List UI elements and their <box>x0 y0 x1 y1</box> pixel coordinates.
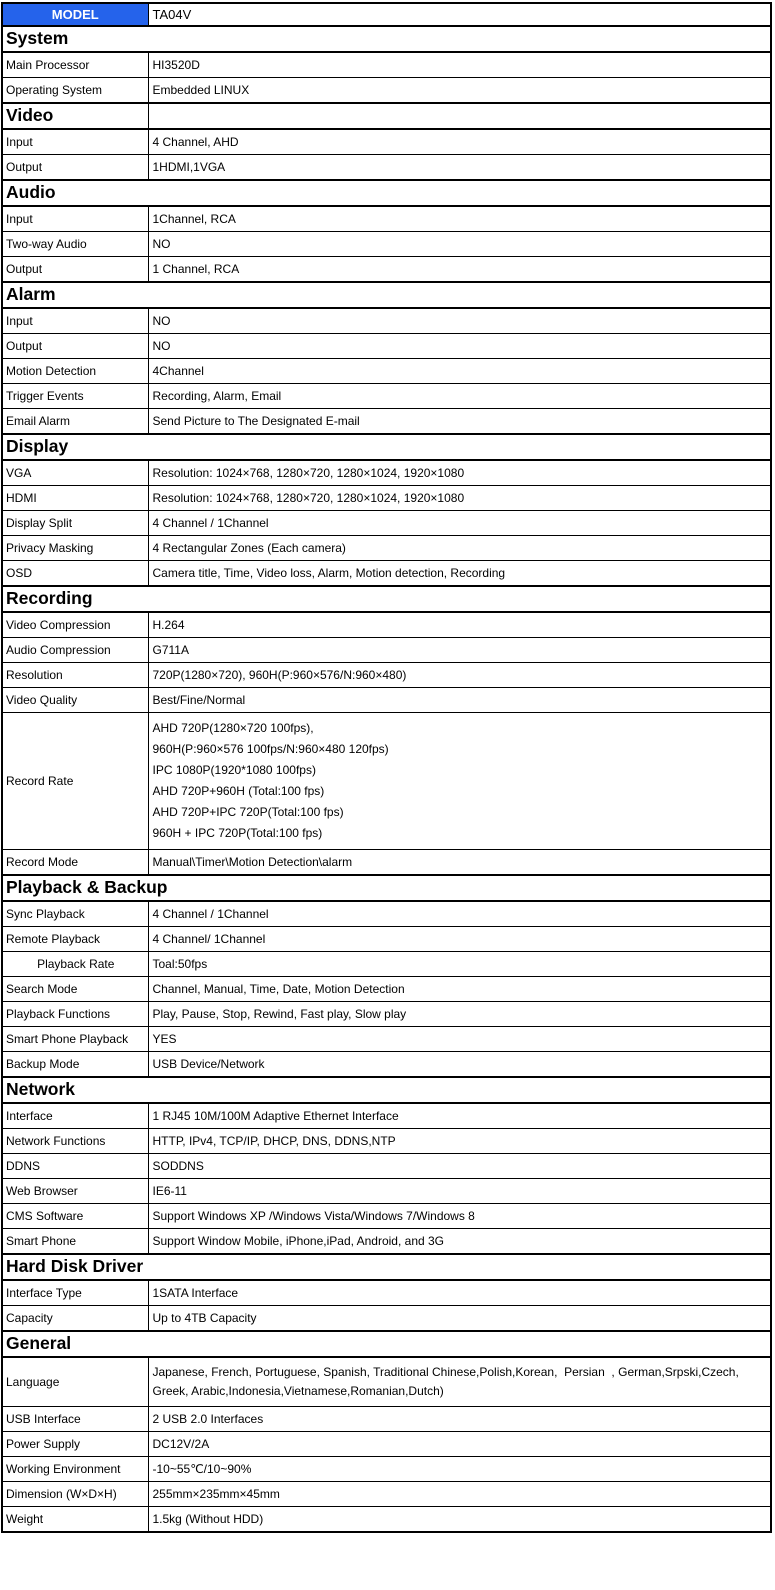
section-title-playback-backup: Playback & Backup <box>2 875 771 901</box>
section-title-hard-disk-driver: Hard Disk Driver <box>2 1254 771 1280</box>
spec-value: Play, Pause, Stop, Rewind, Fast play, Slow play <box>148 1002 771 1027</box>
spec-label: Backup Mode <box>2 1052 148 1078</box>
spec-row-search-mode <box>2 977 771 1002</box>
spec-value: Recording, Alarm, Email <box>148 384 771 409</box>
spec-label: Playback Functions <box>2 1002 148 1027</box>
spec-label: Power Supply <box>2 1432 148 1457</box>
spec-label: Search Mode <box>2 977 148 1002</box>
spec-label: DDNS <box>2 1154 148 1179</box>
section-title-audio: Audio <box>2 180 771 206</box>
spec-value: 255mm×235mm×45mm <box>148 1482 771 1507</box>
section-row-system <box>2 26 771 52</box>
spec-value-line: AHD 720P+960H (Total:100 fps) <box>152 784 325 798</box>
section-title-alarm: Alarm <box>2 282 771 308</box>
spec-label: Capacity <box>2 1306 148 1332</box>
spec-value-line: AHD 720P(1280×720 100fps), <box>152 721 314 735</box>
spec-label: Web Browser <box>2 1179 148 1204</box>
spec-value-line: IPC 1080P(1920*1080 100fps) <box>152 763 316 777</box>
spec-row-record-rate <box>2 713 771 850</box>
spec-value: -10~55℃/10~90% <box>148 1457 771 1482</box>
spec-label: Input <box>2 206 148 232</box>
spec-value: HI3520D <box>148 52 771 78</box>
spec-row-audio-compression <box>2 638 771 663</box>
spec-label: Audio Compression <box>2 638 148 663</box>
spec-row-two-way-audio <box>2 232 771 257</box>
spec-value: 1HDMI,1VGA <box>148 155 771 181</box>
section-title-recording: Recording <box>2 586 771 612</box>
spec-value-line: 960H + IPC 720P(Total:100 fps) <box>152 826 323 840</box>
spec-row-display-split <box>2 511 771 536</box>
spec-row-weight <box>2 1507 771 1533</box>
spec-label: Network Functions <box>2 1129 148 1154</box>
spec-value: 4 Channel / 1Channel <box>148 901 771 927</box>
spec-label: Trigger Events <box>2 384 148 409</box>
spec-row-playback-rate <box>2 952 771 977</box>
section-title-network: Network <box>2 1077 771 1103</box>
spec-row-web-browser <box>2 1179 771 1204</box>
spec-label: CMS Software <box>2 1204 148 1229</box>
spec-label: Motion Detection <box>2 359 148 384</box>
spec-label: Operating System <box>2 78 148 104</box>
spec-row-sync-playback <box>2 901 771 927</box>
spec-value: Resolution: 1024×768, 1280×720, 1280×1024, 1920×1080 <box>148 486 771 511</box>
spec-row-output <box>2 155 771 181</box>
spec-row-output <box>2 334 771 359</box>
spec-value: IE6-11 <box>148 1179 771 1204</box>
spec-value-line: 960H(P:960×576 100fps/N:960×480 120fps) <box>152 742 389 756</box>
spec-label: OSD <box>2 561 148 587</box>
spec-value <box>148 713 771 850</box>
spec-label: Two-way Audio <box>2 232 148 257</box>
spec-value-line: Japanese, French, Portuguese, Spanish, Traditional Chinese,Polish,Korean, Persian , German,Srpski,Czech, <box>152 1365 739 1379</box>
spec-label: Remote Playback <box>2 927 148 952</box>
spec-label: Playback Rate <box>2 952 148 977</box>
spec-row-input <box>2 129 771 155</box>
spec-value: 720P(1280×720), 960H(P:960×576/N:960×480) <box>148 663 771 688</box>
spec-label: Record Rate <box>2 713 148 850</box>
section-row-network <box>2 1077 771 1103</box>
spec-row-interface <box>2 1103 771 1129</box>
spec-label: Interface Type <box>2 1280 148 1306</box>
spec-label: Privacy Masking <box>2 536 148 561</box>
spec-label: Display Split <box>2 511 148 536</box>
spec-row-video-compression <box>2 612 771 638</box>
spec-row-language <box>2 1357 771 1407</box>
spec-value: NO <box>148 308 771 334</box>
spec-value: YES <box>148 1027 771 1052</box>
spec-row-capacity <box>2 1306 771 1332</box>
section-row-playback-backup <box>2 875 771 901</box>
section-row-video <box>2 103 771 129</box>
spec-label: Output <box>2 155 148 181</box>
spec-label: Interface <box>2 1103 148 1129</box>
spec-value: DC12V/2A <box>148 1432 771 1457</box>
spec-value: Embedded LINUX <box>148 78 771 104</box>
spec-row-privacy-masking <box>2 536 771 561</box>
spec-value: NO <box>148 232 771 257</box>
section-row-alarm <box>2 282 771 308</box>
spec-value: NO <box>148 334 771 359</box>
section-row-hard-disk-driver <box>2 1254 771 1280</box>
spec-value: 1Channel, RCA <box>148 206 771 232</box>
spec-row-smart-phone-playback <box>2 1027 771 1052</box>
spec-value: Best/Fine/Normal <box>148 688 771 713</box>
spec-value: 4 Channel / 1Channel <box>148 511 771 536</box>
spec-row-email-alarm <box>2 409 771 435</box>
spec-row-input <box>2 206 771 232</box>
spec-label: Video Compression <box>2 612 148 638</box>
spec-row-playback-functions <box>2 1002 771 1027</box>
spec-row-video-quality <box>2 688 771 713</box>
spec-row-resolution <box>2 663 771 688</box>
spec-label: Smart Phone <box>2 1229 148 1255</box>
spec-label: Email Alarm <box>2 409 148 435</box>
spec-row-interface-type <box>2 1280 771 1306</box>
spec-value: 1SATA Interface <box>148 1280 771 1306</box>
spec-row-network-functions <box>2 1129 771 1154</box>
spec-row-record-mode <box>2 850 771 876</box>
spec-label: Input <box>2 308 148 334</box>
spec-value: Channel, Manual, Time, Date, Motion Detection <box>148 977 771 1002</box>
section-row-display <box>2 434 771 460</box>
section-row-audio <box>2 180 771 206</box>
spec-row-output <box>2 257 771 283</box>
spec-label: Working Environment <box>2 1457 148 1482</box>
spec-row-ddns <box>2 1154 771 1179</box>
spec-label: Video Quality <box>2 688 148 713</box>
spec-table-body <box>2 3 771 1532</box>
spec-row-trigger-events <box>2 384 771 409</box>
spec-value: 2 USB 2.0 Interfaces <box>148 1407 771 1432</box>
spec-label: Main Processor <box>2 52 148 78</box>
spec-value: 4 Channel/ 1Channel <box>148 927 771 952</box>
spec-value: 1 Channel, RCA <box>148 257 771 283</box>
spec-label: Resolution <box>2 663 148 688</box>
section-row-recording <box>2 586 771 612</box>
section-title-system: System <box>2 26 771 52</box>
spec-value-line: Greek, Arabic,Indonesia,Vietnamese,Romanian,Dutch) <box>152 1384 444 1398</box>
spec-row-main-processor <box>2 52 771 78</box>
spec-row-smart-phone <box>2 1229 771 1255</box>
spec-value: Support Window Mobile, iPhone,iPad, Android, and 3G <box>148 1229 771 1255</box>
spec-value: Up to 4TB Capacity <box>148 1306 771 1332</box>
section-title-display: Display <box>2 434 771 460</box>
spec-value: HTTP, IPv4, TCP/IP, DHCP, DNS, DDNS,NTP <box>148 1129 771 1154</box>
spec-label: Sync Playback <box>2 901 148 927</box>
spec-row-hdmi <box>2 486 771 511</box>
spec-row-dimension-w-d-h <box>2 1482 771 1507</box>
spec-row-motion-detection <box>2 359 771 384</box>
spec-label: Dimension (W×D×H) <box>2 1482 148 1507</box>
spec-row-operating-system <box>2 78 771 104</box>
spec-value: Manual\Timer\Motion Detection\alarm <box>148 850 771 876</box>
spec-value: H.264 <box>148 612 771 638</box>
spec-value: Toal:50fps <box>148 952 771 977</box>
spec-row-cms-software <box>2 1204 771 1229</box>
spec-row-backup-mode <box>2 1052 771 1078</box>
model-value-cell: TA04V <box>148 3 771 26</box>
spec-value: Send Picture to The Designated E-mail <box>148 409 771 435</box>
spec-label: USB Interface <box>2 1407 148 1432</box>
section-title-video: Video <box>2 103 148 129</box>
spec-value-line: AHD 720P+IPC 720P(Total:100 fps) <box>152 805 344 819</box>
spec-label: Record Mode <box>2 850 148 876</box>
spec-label: Output <box>2 257 148 283</box>
spec-label: VGA <box>2 460 148 486</box>
spec-label: Language <box>2 1357 148 1407</box>
spec-value: 4 Rectangular Zones (Each camera) <box>148 536 771 561</box>
spec-label: Output <box>2 334 148 359</box>
spec-value: 1 RJ45 10M/100M Adaptive Ethernet Interface <box>148 1103 771 1129</box>
spec-label: HDMI <box>2 486 148 511</box>
spec-value: 4Channel <box>148 359 771 384</box>
spec-value: SODDNS <box>148 1154 771 1179</box>
spec-value <box>148 1357 771 1407</box>
spec-label: Smart Phone Playback <box>2 1027 148 1052</box>
section-header-spacer <box>148 103 771 129</box>
spec-row-power-supply <box>2 1432 771 1457</box>
spec-row-osd <box>2 561 771 587</box>
spec-value: 1.5kg (Without HDD) <box>148 1507 771 1533</box>
spec-row-usb-interface <box>2 1407 771 1432</box>
spec-value: Camera title, Time, Video loss, Alarm, Motion detection, Recording <box>148 561 771 587</box>
spec-label: Weight <box>2 1507 148 1533</box>
model-row <box>2 3 771 26</box>
spec-value: G711A <box>148 638 771 663</box>
spec-row-vga <box>2 460 771 486</box>
spec-row-input <box>2 308 771 334</box>
spec-value: USB Device/Network <box>148 1052 771 1078</box>
spec-table <box>1 2 772 1533</box>
model-header-cell: MODEL <box>2 3 148 26</box>
spec-value: Support Windows XP /Windows Vista/Windows 7/Windows 8 <box>148 1204 771 1229</box>
spec-value: 4 Channel, AHD <box>148 129 771 155</box>
spec-row-working-environment <box>2 1457 771 1482</box>
spec-row-remote-playback <box>2 927 771 952</box>
spec-value: Resolution: 1024×768, 1280×720, 1280×1024, 1920×1080 <box>148 460 771 486</box>
section-title-general: General <box>2 1331 771 1357</box>
spec-label: Input <box>2 129 148 155</box>
section-row-general <box>2 1331 771 1357</box>
